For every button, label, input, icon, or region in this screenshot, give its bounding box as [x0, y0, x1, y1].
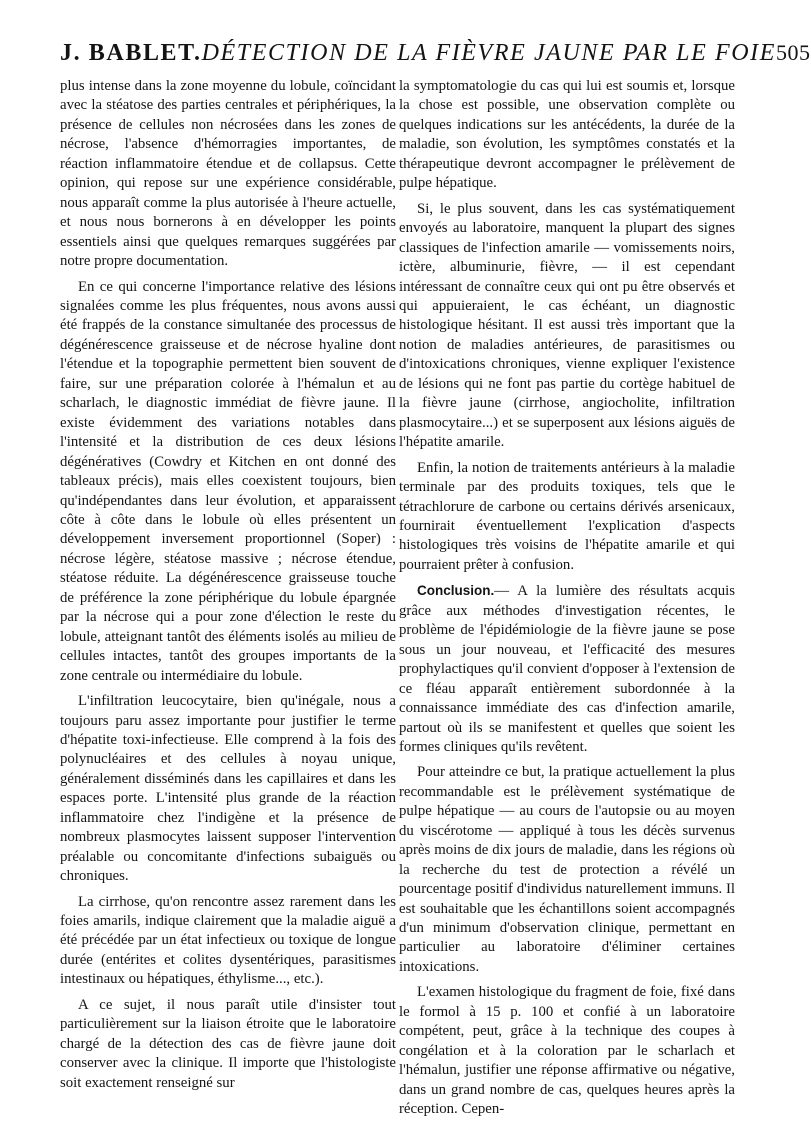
paragraph: Si, le plus souvent, dans les cas systématiquement envoyés au laboratoire, manquent la plupart des signes classiques de l'infection amarile — vomissements noirs, ictère, albuminurie, fièvre, — il est cependant intéressant de connaître ceux qui ont pu être observés et qui appuieraient, le cas échéant, un diagnostic histologique hésitant. Il est aussi très important que la notion de maladies antérieures, de parasitismes ou d'intoxications chroniques, vienne expliquer l'existence de lésions qui ne font pas partie du cortège habituel de la fièvre jaune (cirrhose, angiocholite, infiltration plasmocytaire...) et se superposent aux lésions aiguës de l'hépatite amarile.	[399, 200, 735, 451]
running-header	[60, 40, 811, 67]
left-column	[60, 77, 396, 1093]
right-column	[399, 77, 735, 1120]
header-title: DÉTECTION DE LA FIÈVRE JAUNE PAR LE FOIE	[201, 40, 776, 66]
paragraph: L'examen histologique du fragment de foie, fixé dans le formol à 15 p. 100 et confié à un laboratoire compétent, peut, grâce à la technique des coupes à congélation et à la coloration par le scharlach et l'hémalun, justifier une réponse affirmative ou négative, dans un grand nombre de cas, quelques heures après la réception. Cepen-	[399, 984, 735, 1118]
paragraph: Pour atteindre ce but, la pratique actuellement la plus recommandable est le prélèvement systématique de pulpe hépatique — au cours de l'autopsie ou au moyen du viscérotome — appliqué à tous les décès survenus après moins de dix jours de maladie, dans les régions où la recherche du test de protection a révélé un pourcentage positif d'individus naturellement immuns. Il est souhaitable que les échantillons soient accompagnés d'un minimum d'observation clinique, permettant en particulier au laboratoire d'éliminer certaines intoxications.	[399, 764, 735, 975]
conclusion-text: — A la lumière des résultats acquis grâce aux méthodes d'investigation récentes, le problème de l'épidémiologie de la fièvre jaune se pose sous un jour nouveau, et l'efficacité des mesures prophylactiques qu'il convient d'opposer à l'extension de ce fléau apparaît entièrement subordonnée à la connaissance immédiate des cas d'infection amarile, partout où ils se manifestent et quelles que soient les formes cliniques qu'ils revêtent.	[399, 583, 735, 755]
paragraph: En ce qui concerne l'importance relative des lésions signalées comme les plus fréquentes, nous avons aussi été frappés de la constance simultanée des processus de dégénérescence graisseuse et de nécrose hyaline dont l'étendue et la topographie permettent bien souvent de faire, sur une préparation colorée à l'hémalun et au scharlach, le diagnostic immédiat de fièvre jaune. Il existe évidemment des variations notables dans l'intensité et la distribution de ces deux lésions dégénératives (Cowdry et Kitchen en ont donné des tableaux précis), mais elles coexistent toujours, bien qu'indépendantes dans leur évolution, et apparaissent côte à côte dans le lobule où elles présentent un développement inversement proportionnel (Soper) : nécrose légère, stéatose massive ; nécrose étendue, stéatose réduite. La dégénérescence graisseuse touche de préférence la zone périphérique du lobule épargnée par la nécrose qui a pour zone d'élection le reste du lobule, atteignant tantôt des éléments isolés au milieu de cellules intactes, tantôt des groupes importants de la zone centrale ou intermédiaire du lobule.	[60, 278, 396, 684]
paragraph: la symptomatologie du cas qui lui est soumis et, lorsque la chose est possible, une observation complète ou quelques indications sur les antécédents, la durée de la maladie, son évolution, les symptômes constatés et la thérapeutique devront accompagner le prélèvement de pulpe hépatique.	[399, 78, 735, 192]
conclusion-paragraph	[399, 581, 735, 757]
conclusion-heading: Conclusion.	[417, 583, 495, 599]
paragraph: plus intense dans la zone moyenne du lobule, coïncidant avec la stéatose des parties centrales et périphériques, la présence de cellules non nécrosées dans les zones de nécrose, l'absence d'hémorragies importantes, de réaction inflammatoire étendue et de collapsus. Cette opinion, qui repose sur une expérience considérable, nous apparaît comme la plus autorisée à l'heure actuelle, et nous nous bornerons à en développer les points essentiels ainsi que quelques remarques suggérées par notre propre documentation.	[60, 78, 396, 270]
paragraph: A ce sujet, il nous paraît utile d'insister tout particulièrement sur la liaison étroite que le laboratoire chargé de la détection des cas de fièvre jaune doit conserver avec la clinique. Il importe que l'histologiste soit exactement renseigné sur	[60, 996, 396, 1091]
paragraph: L'infiltration leucocytaire, bien qu'inégale, nous a toujours paru assez importante pour justifier le terme d'hépatite toxi-infectieuse. Elle comprend à la fois des polynucléaires et des cellules à noyau unique, généralement disséminés dans les capillaires et dans les espaces porte. L'intensité plus grande de la réaction inflammatoire chez l'indigène et la présence de nombreux plasmocytes laissent supposer l'intervention préalable ou concomitante d'infections subaiguës ou chroniques.	[60, 693, 396, 885]
header-author: J. BABLET.	[60, 40, 202, 66]
paragraph: Enfin, la notion de traitements antérieurs à la maladie terminale par des produits toxiques, tels que le tétrachlorure de carbone ou certains dérivés arsenicaux, fournirait éventuellement l'explication d'aspects histologiques très voisins de l'hépatite amarile et qui pourraient prêter à confusion.	[399, 459, 735, 573]
paragraph: La cirrhose, qu'on rencontre assez rarement dans les foies amarils, indique clairement que la maladie aiguë a été précédée par un état infectieux ou toxique de longue durée (entérites et colites dysentériques, parasitismes intestinaux ou hépatiques, éthylisme..., etc.).	[60, 893, 396, 988]
page-number: 505	[776, 40, 811, 65]
